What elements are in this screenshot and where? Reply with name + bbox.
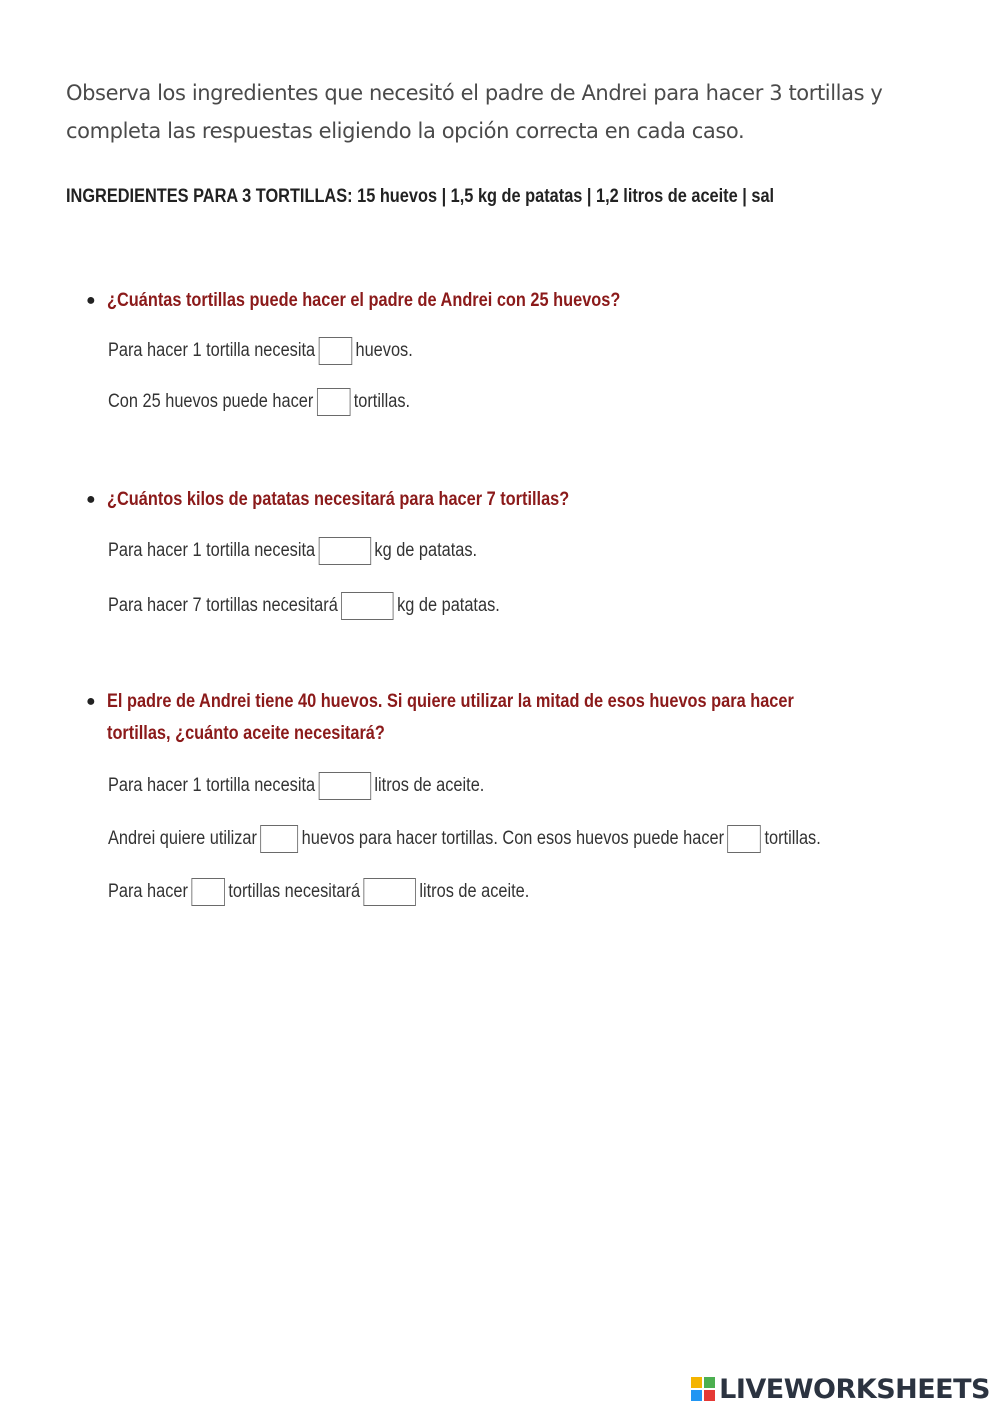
answer-line: Con 25 huevos puede hacer tortillas.: [108, 385, 410, 419]
bullet-icon: ●: [86, 491, 96, 508]
instructions-text: Observa los ingredientes que necesitó el padre de Andrei para hacer 3 tortillas y completa las respuestas eligiendo la opción correcta en cada caso.: [66, 81, 883, 143]
logo-block: [691, 1390, 702, 1401]
answer-line: Para hacer 7 tortillas necesitará kg de patatas.: [108, 589, 500, 623]
bullet-icon: ●: [86, 693, 96, 710]
answer-line: Para hacer tortillas necesitará litros de aceite.: [108, 875, 529, 909]
answer-line: Para hacer 1 tortilla necesita litros de aceite.: [108, 769, 484, 803]
logo-block: [704, 1390, 715, 1401]
question-1: [86, 285, 806, 317]
answer-box[interactable]: [317, 388, 351, 416]
answer-line: Para hacer 1 tortilla necesita kg de patatas.: [108, 534, 477, 568]
question-3: [86, 686, 806, 750]
question-text: ¿Cuántos kilos de patatas necesitará para hacer 7 tortillas?: [107, 489, 570, 510]
question-2: [86, 484, 806, 516]
liveworksheets-logo: [691, 1372, 990, 1406]
answer-line: Andrei quiere utilizar huevos para hacer tortillas. Con esos huevos puede hacer tortillas.: [108, 822, 821, 856]
answer-box[interactable]: [727, 825, 761, 853]
answer-box[interactable]: [319, 337, 353, 365]
logo-block: [704, 1377, 715, 1388]
answer-box[interactable]: [319, 537, 371, 565]
bullet-icon: ●: [86, 292, 96, 309]
answer-box[interactable]: [319, 772, 371, 800]
logo-blocks-icon: [691, 1377, 715, 1401]
logo-block: [691, 1377, 702, 1388]
answer-box[interactable]: [260, 825, 298, 853]
ingredients-list: INGREDIENTES PARA 3 TORTILLAS: 15 huevos | 1,5 kg de patatas | 1,2 litros de aceite | sal: [66, 186, 775, 207]
answer-box[interactable]: [191, 878, 225, 906]
answer-box[interactable]: [363, 878, 415, 906]
question-text: ¿Cuántas tortillas puede hacer el padre de Andrei con 25 huevos?: [107, 290, 621, 311]
answer-box[interactable]: [341, 592, 393, 620]
answer-line: Para hacer 1 tortilla necesita huevos.: [108, 334, 413, 368]
question-text: El padre de Andrei tiene 40 huevos. Si quiere utilizar la mitad de esos huevos para hacer tortillas, ¿cuánto aceite necesitará?: [107, 691, 794, 744]
brand-name: LIVEWORKSHEETS: [719, 1373, 990, 1405]
